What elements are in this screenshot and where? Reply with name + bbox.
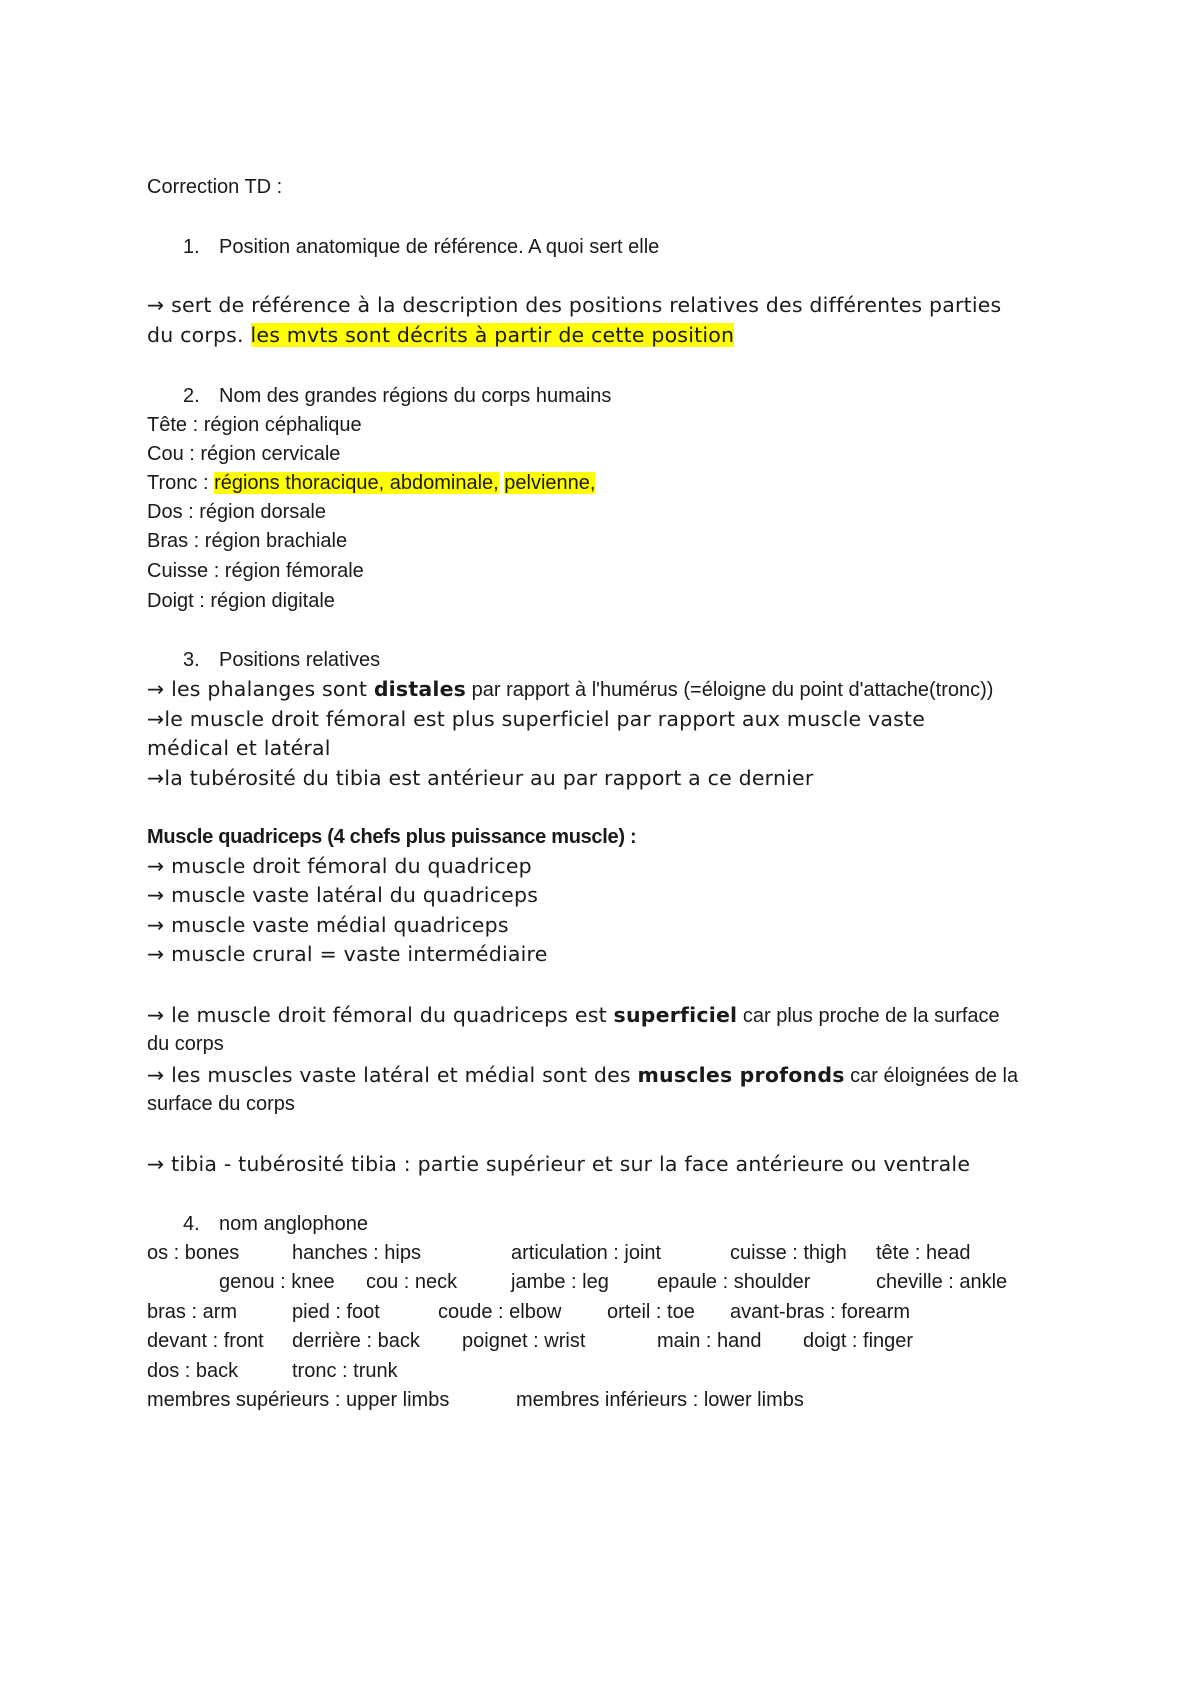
q1-answer-text: du corps. xyxy=(147,323,251,347)
term-dos: dos : back xyxy=(147,1360,239,1382)
q4-number: 4. xyxy=(183,1213,200,1235)
region-line-tronc xyxy=(147,471,595,495)
tronc-highlight: pelvienne, xyxy=(504,472,596,494)
quad-p2-bold: muscles profonds xyxy=(637,1063,845,1087)
region-line: Cuisse : région fémorale xyxy=(147,560,364,582)
q1-highlight: les mvts sont décrits à partir de cette position xyxy=(250,323,735,347)
term-pied: pied : foot xyxy=(292,1301,380,1323)
term-orteil: orteil : toe xyxy=(607,1301,695,1323)
tronc-highlight: régions thoracique, abdominale, xyxy=(214,472,499,494)
q3-line1-a: → les phalanges sont xyxy=(147,677,374,701)
q1-answer-line1: → sert de référence à la description des positions relatives des différentes parties xyxy=(147,293,1002,317)
q3-line4: →la tubérosité du tibia est antérieur au par rapport a ce dernier xyxy=(147,766,814,790)
term-membres-inferieurs: membres inférieurs : lower limbs xyxy=(516,1389,804,1411)
term-hanches: hanches : hips xyxy=(292,1242,421,1264)
q3-line3: médical et latéral xyxy=(147,736,331,760)
term-os: os : bones xyxy=(147,1242,240,1264)
term-main: main : hand xyxy=(657,1330,762,1352)
q3-line1-b: par rapport à l'humérus (=éloigne du point d'attache(tronc)) xyxy=(466,679,994,701)
region-line: Tête : région céphalique xyxy=(147,414,362,436)
quad-p1-a: → le muscle droit fémoral du quadriceps est xyxy=(147,1003,614,1027)
quadriceps-item: → muscle vaste latéral du quadriceps xyxy=(147,883,539,907)
region-line: Dos : région dorsale xyxy=(147,501,326,523)
term-coude: coude : elbow xyxy=(438,1301,562,1323)
q3-line1-bold: distales xyxy=(373,677,467,701)
q1-heading: Position anatomique de référence. A quoi sert elle xyxy=(219,236,660,258)
term-articulation: articulation : joint xyxy=(511,1242,662,1264)
quad-p1-b: car plus proche de la surface xyxy=(737,1005,1000,1027)
q2-heading: Nom des grandes régions du corps humains xyxy=(219,385,612,407)
term-cuisse: cuisse : thigh xyxy=(730,1242,847,1264)
quadriceps-item: → muscle droit fémoral du quadricep xyxy=(147,854,532,878)
quadriceps-heading: Muscle quadriceps (4 chefs plus puissance muscle) : xyxy=(147,826,637,848)
quad-paragraph2-line1 xyxy=(147,1063,1018,1088)
q3-line2: →le muscle droit fémoral est plus superficiel par rapport aux muscle vaste xyxy=(147,707,926,731)
q3-line1 xyxy=(147,677,993,702)
term-devant: devant : front xyxy=(147,1330,264,1352)
quadriceps-item: → muscle crural = vaste intermédiaire xyxy=(147,942,548,966)
term-tronc: tronc : trunk xyxy=(292,1360,398,1382)
term-avant-bras: avant-bras : forearm xyxy=(730,1301,911,1323)
quad-p1-bold: superficiel xyxy=(613,1003,738,1027)
q2-number: 2. xyxy=(183,385,200,407)
quad-paragraph3: → tibia - tubérosité tibia : partie supérieur et sur la face antérieure ou ventrale xyxy=(147,1152,971,1176)
term-genou: genou : knee xyxy=(219,1271,335,1293)
term-cheville: cheville : ankle xyxy=(876,1271,1008,1293)
quad-paragraph2-line2: surface du corps xyxy=(147,1093,295,1115)
q4-heading: nom anglophone xyxy=(219,1213,369,1235)
term-cou: cou : neck xyxy=(366,1271,458,1293)
quadriceps-item: → muscle vaste médial quadriceps xyxy=(147,913,509,937)
term-derriere: derrière : back xyxy=(292,1330,420,1352)
q1-answer-line2 xyxy=(147,323,734,347)
region-line: Bras : région brachiale xyxy=(147,530,348,552)
term-membres-superieurs: membres supérieurs : upper limbs xyxy=(147,1389,450,1411)
q3-heading: Positions relatives xyxy=(219,649,381,671)
quad-paragraph1-line1 xyxy=(147,1003,1000,1028)
q1-number: 1. xyxy=(183,236,200,258)
quad-p2-b: car éloignées de la xyxy=(844,1065,1019,1087)
term-poignet: poignet : wrist xyxy=(462,1330,586,1352)
term-bras: bras : arm xyxy=(147,1301,238,1323)
document-title: Correction TD : xyxy=(147,176,283,198)
term-jambe: jambe : leg xyxy=(511,1271,609,1293)
term-tete: tête : head xyxy=(876,1242,971,1264)
quad-p2-a: → les muscles vaste latéral et médial sont des xyxy=(147,1063,638,1087)
tronc-label: Tronc : xyxy=(147,472,215,494)
region-line: Cou : région cervicale xyxy=(147,443,341,465)
q3-number: 3. xyxy=(183,649,200,671)
term-epaule: epaule : shoulder xyxy=(657,1271,811,1293)
term-doigt: doigt : finger xyxy=(803,1330,914,1352)
quad-paragraph1-line2: du corps xyxy=(147,1033,224,1055)
region-line: Doigt : région digitale xyxy=(147,590,335,612)
